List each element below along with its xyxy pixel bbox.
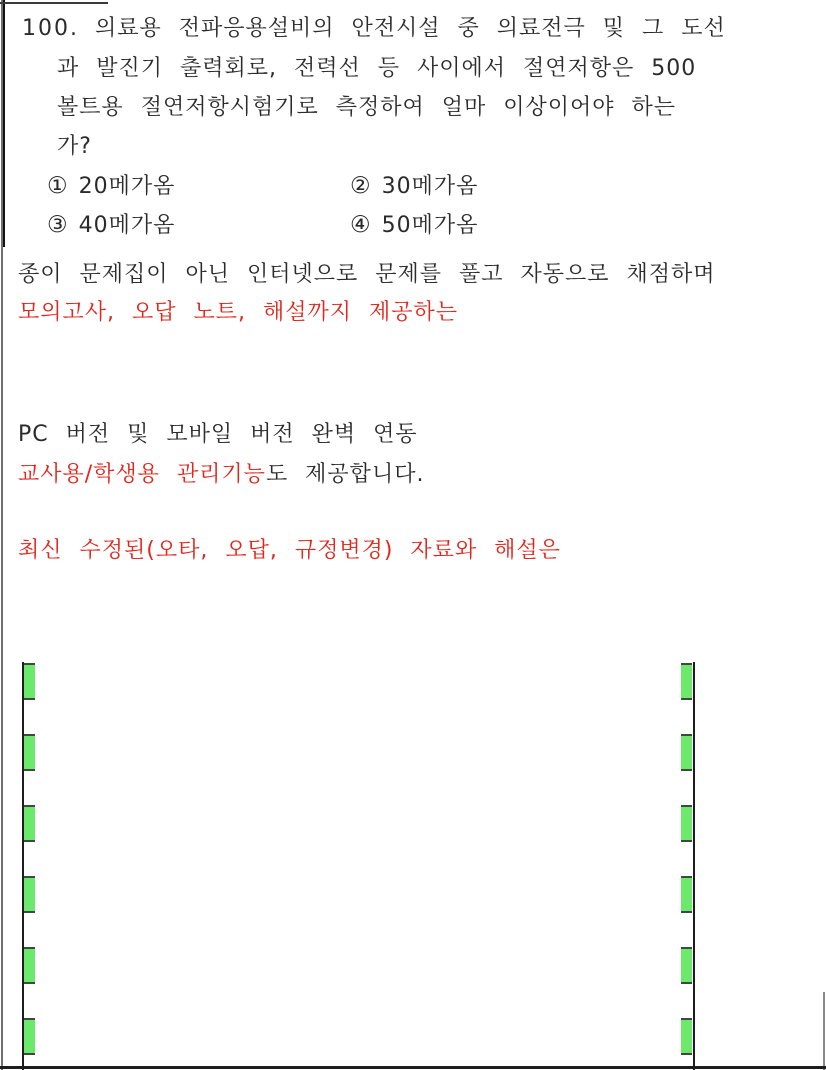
option-1-text: 20메가옴 <box>78 174 176 199</box>
option-1 <box>47 172 175 201</box>
question-line-3: 볼트용 절연저항시험기로 측정하여 얼마 이상이어야 하는 <box>57 95 677 120</box>
promo-line-3: PC 버전 및 모바일 버전 완벽 연동 <box>18 422 418 447</box>
binding-tab <box>24 1018 35 1055</box>
binding-rail-left <box>22 662 24 1070</box>
promo-line-1: 종이 문제집이 아닌 인터넷으로 문제를 풀고 자동으로 채점하며 <box>18 262 716 287</box>
option-3 <box>47 211 175 240</box>
promo-line-2: 모의고사, 오답 노트, 해설까지 제공하는 <box>18 300 458 325</box>
option-3-text: 40메가옴 <box>78 213 176 238</box>
binding-strip-left <box>22 662 36 1070</box>
binding-tab <box>24 805 35 842</box>
circled-4-icon: ④ <box>350 212 372 238</box>
circled-1-icon: ① <box>47 173 69 199</box>
binding-tab <box>681 947 692 984</box>
binding-tab <box>24 947 35 984</box>
question-line-1 <box>22 15 726 43</box>
option-4-text: 50메가옴 <box>381 213 479 238</box>
promo-line-5: 최신 수정된(오타, 오답, 규정변경) 자료와 해설은 <box>18 538 561 563</box>
page-bottom-rule <box>0 1066 826 1069</box>
binding-tab <box>681 734 692 771</box>
question-line-1-text: 의료용 전파응용설비의 안전시설 중 의료전극 및 그 도선 <box>94 16 726 41</box>
binding-tab <box>24 734 35 771</box>
option-2-text: 30메가옴 <box>381 174 479 199</box>
question-line-2: 과 발진기 출력회로, 전력선 등 사이에서 절연저항은 500 <box>57 56 697 81</box>
option-2 <box>350 172 478 201</box>
binding-tab <box>681 1018 692 1055</box>
promo-line-4-black: 도 제공합니다. <box>265 462 425 487</box>
binding-tab <box>681 805 692 842</box>
question-box-left-border <box>3 0 5 247</box>
page-right-edge-line <box>823 992 825 1070</box>
promo-line-4 <box>18 461 424 489</box>
binding-tab <box>681 876 692 913</box>
question-line-4: 가? <box>57 134 92 159</box>
binding-rail-right <box>693 662 695 1070</box>
circled-3-icon: ③ <box>47 212 69 238</box>
binding-tab <box>24 876 35 913</box>
option-4 <box>350 211 478 240</box>
promo-line-4-red: 교사용/학생용 관리기능 <box>18 462 266 487</box>
binding-tab <box>681 663 692 700</box>
binding-strip-right <box>681 662 695 1070</box>
question-box-top-border <box>0 2 108 4</box>
binding-tab <box>24 663 35 700</box>
question-number: 100. <box>22 16 79 41</box>
circled-2-icon: ② <box>350 173 372 199</box>
